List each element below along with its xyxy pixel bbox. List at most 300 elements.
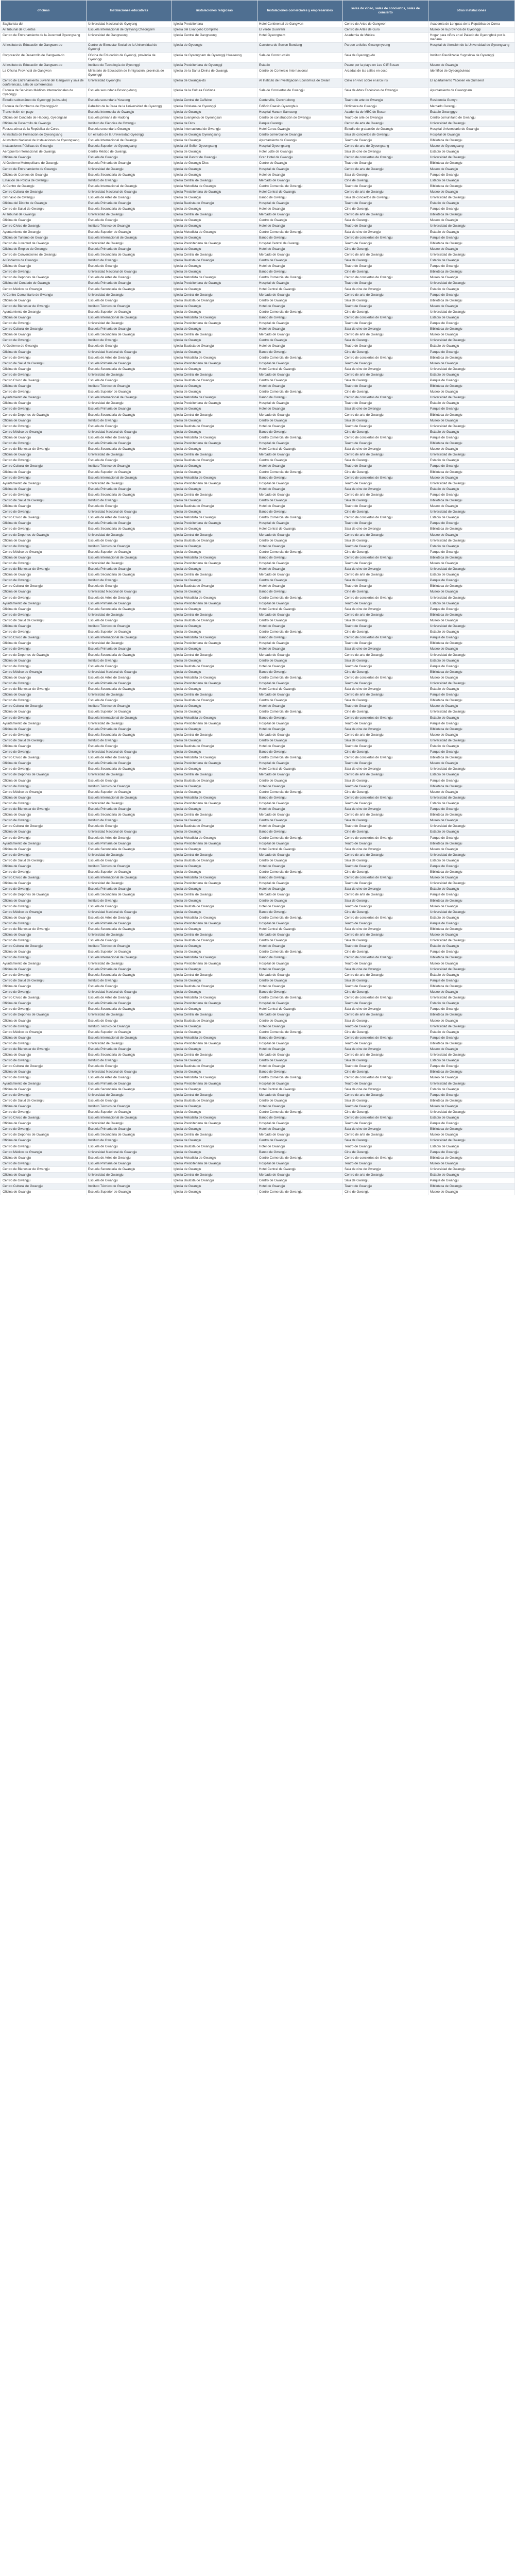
table-row <box>1 944 515 950</box>
offices-cell: Oficina de Gwangju <box>1 1018 87 1024</box>
commercial-cell: Hotel de Gwangju <box>258 246 343 252</box>
other-cell: Biblioteca de Gwangju <box>428 1155 515 1161</box>
venues-cell: Cine de Gwangju <box>343 510 428 515</box>
educational-cell: Escuela de Artes de Gwangju <box>87 835 172 841</box>
religious-cell: Iglesia de Gwangju <box>172 818 258 824</box>
educational-cell: Escuela de Gwangju <box>87 698 172 704</box>
educational-cell: Escuela de Gwangju <box>87 1098 172 1104</box>
other-cell: Parque de Gwangju <box>428 692 515 698</box>
offices-cell: Centro Cívico de Gwangju <box>1 1115 87 1121</box>
commercial-cell: Centro de Gwangju <box>258 1178 343 1184</box>
other-cell: Instituto Reutilizable Yugoslava de Gyeonggi <box>428 53 515 62</box>
religious-cell: Iglesia Presbiteriana de Gwangju <box>172 189 258 195</box>
religious-cell: Iglesia Metodista de Gwangju <box>172 915 258 921</box>
column-header-religious[interactable]: instalaciones religiosas <box>172 1 258 22</box>
commercial-cell: Hospital de Gwangju <box>258 401 343 406</box>
other-cell: Parque de Gwangju <box>428 406 515 412</box>
offices-cell: Centro de Gwangju <box>1 578 87 584</box>
table-row <box>1 567 515 572</box>
religious-cell: Iglesia Presbiteriana de Gwangju <box>172 601 258 606</box>
commercial-cell: Centro de Gwangju <box>258 698 343 704</box>
offices-cell: Aeropuerto Internacional de Gwangju <box>1 149 87 155</box>
other-cell: Parque de Gwangju <box>428 778 515 784</box>
educational-cell: Escuela Superior de Gwangju <box>87 389 172 395</box>
venues-cell: Teatro de Gwangju <box>343 303 428 309</box>
commercial-cell: Hotel Central de Gwangju <box>258 189 343 195</box>
table-row <box>1 892 515 898</box>
commercial-cell: Mercado de Gwangju <box>258 732 343 738</box>
venues-cell: Teatro de Gwangju <box>343 984 428 989</box>
educational-cell: Escuela de Gwangju <box>87 264 172 269</box>
venues-cell: Teatro de Gwangju <box>343 1041 428 1046</box>
offices-cell: Oficina de Gwangju <box>1 589 87 595</box>
commercial-cell: Banco de Gwangju <box>258 555 343 561</box>
other-cell: Biblioteca de Gwangju <box>428 138 515 144</box>
other-cell: Estadio de Gwangju <box>428 149 515 155</box>
table-row <box>1 1121 515 1127</box>
educational-cell: Escuela Primaria de Gwangju <box>87 521 172 527</box>
educational-cell: Escuela Secundaria de Gwangju <box>87 172 172 178</box>
religious-cell: Iglesia Central de Gwangju <box>172 652 258 658</box>
venues-cell: Cine de Gwangju <box>343 429 428 435</box>
other-cell: Museo de Gwangju <box>428 1046 515 1052</box>
educational-cell: Escuela Superior de Gwangju <box>87 1110 172 1115</box>
venues-cell: Sala de cine de Gwangju <box>343 567 428 572</box>
educational-cell: Escuela Primaria de Gwangju <box>87 841 172 846</box>
table-row <box>1 1087 515 1092</box>
educational-cell: Instituto Técnico de Gwangju <box>87 784 172 789</box>
table-row <box>1 955 515 961</box>
offices-cell: Centro de Bienestar de Gwangju <box>1 1046 87 1052</box>
column-header-other[interactable]: otras instalaciones <box>428 1 515 22</box>
table-row <box>1 584 515 589</box>
offices-cell: Oficina de Gwangju <box>1 555 87 561</box>
offices-cell: Centro Cívico de Gwangju <box>1 875 87 881</box>
religious-cell: Iglesia de Gwangju <box>172 658 258 664</box>
facilities-table-container <box>1 0 514 1195</box>
header-row <box>1 1 515 22</box>
venues-cell: Sala de cine de Gwangju <box>343 1166 428 1172</box>
venues-cell: Teatro de Gwangju <box>343 1144 428 1149</box>
religious-cell: Iglesia de Gwangju <box>172 967 258 972</box>
other-cell: Museo de la provincia de Gyeonggi <box>428 27 515 33</box>
column-header-venues[interactable]: salas de vídeo, salas de conciertos, salas de concierto <box>343 1 428 22</box>
venues-cell: Centro de conciertos de Gwangju <box>343 275 428 281</box>
offices-cell: Oficina de Gwangju <box>1 950 87 955</box>
table-row <box>1 807 515 812</box>
table-row <box>1 658 515 664</box>
offices-cell: Al Tribunal de Cuentas <box>1 27 87 33</box>
educational-cell: Escuela Primaria de Gwangju <box>87 361 172 366</box>
religious-cell: Iglesia Presbiteriana de Gwangju <box>172 1121 258 1127</box>
educational-cell: Instituto Técnico de Gwangju <box>87 384 172 389</box>
offices-cell: Centro de Gwangju <box>1 955 87 961</box>
educational-cell: Escuela Primaria de Gwangju <box>87 567 172 572</box>
commercial-cell: Hospital de Gwangju <box>258 1121 343 1127</box>
religious-cell: Iglesia de Gwangju <box>172 704 258 709</box>
table-row <box>1 664 515 669</box>
other-cell: Museo de Gwangju <box>428 961 515 967</box>
offices-cell: Centro de Gwangju <box>1 423 87 429</box>
religious-cell: Iglesia Central de Caffeine <box>172 98 258 104</box>
religious-cell: Iglesia de Gwangju <box>172 464 258 469</box>
other-cell: Parque de Gwangju <box>428 635 515 641</box>
offices-cell: Centro de Gwangju <box>1 1127 87 1132</box>
offices-cell: Centro de Gwangju <box>1 990 87 995</box>
educational-cell: Instituto de Tecnología de Gyeonggi <box>87 62 172 68</box>
religious-cell: Iglesia de Gwangju <box>172 784 258 789</box>
other-cell: Biblioteca de Gwangju <box>428 698 515 704</box>
religious-cell: Iglesia Bautista de Gwangju <box>172 1098 258 1104</box>
educational-cell: Escuela Secundaria de Gwangju <box>87 366 172 372</box>
commercial-cell: Hospital de Gwangju <box>258 801 343 806</box>
table-row <box>1 241 515 246</box>
religious-cell: Iglesia Central de Gwangju <box>172 812 258 818</box>
venues-cell: Academia de MBC de Busan <box>343 109 428 115</box>
commercial-cell: Hotel Central de Gwangju <box>258 687 343 692</box>
religious-cell: Iglesia Presbiteriana de Gwangju <box>172 481 258 486</box>
other-cell: Parque de Gwangju <box>428 172 515 178</box>
table-row <box>1 1155 515 1161</box>
commercial-cell: Hotel Central de Gwangju <box>258 447 343 452</box>
commercial-cell: Hotel de Gwangju <box>258 967 343 972</box>
other-cell: Biblioteca de Gwangju <box>428 1098 515 1104</box>
other-cell: Identificó de Gyeongbuknae <box>428 68 515 78</box>
offices-cell: Centro de Bienestar de Gwangju <box>1 687 87 692</box>
venues-cell: Sala de cine de Gwangju <box>343 606 428 612</box>
religious-cell: Iglesia de Gwangju <box>172 1138 258 1144</box>
commercial-cell: Hotel Central de Gwangju <box>258 1087 343 1092</box>
educational-cell: Escuela Superior de Gwangju <box>87 1190 172 1195</box>
commercial-cell: Banco de Gwangju <box>258 875 343 881</box>
venues-cell: Centro de arte de Gwangju <box>343 412 428 418</box>
educational-cell: Instituto de Gwangju <box>87 178 172 183</box>
venues-cell: Teatro de Gwangju <box>343 704 428 709</box>
commercial-cell: Centro Comercial de Gwangju <box>258 709 343 715</box>
table-row <box>1 1110 515 1115</box>
commercial-cell: Hotel de Gwangju <box>258 504 343 510</box>
religious-cell: Iglesia de Gwangju <box>172 846 258 852</box>
religious-cell: Iglesia de Gwangju <box>172 286 258 292</box>
offices-cell: Centro de Gwangju <box>1 904 87 909</box>
other-cell: Biblioteca de Gwangju <box>428 1127 515 1132</box>
offices-cell: Centro de Gwangju <box>1 852 87 858</box>
table-row <box>1 27 515 33</box>
religious-cell: Iglesia Central de Gwangju <box>172 252 258 258</box>
venues-cell: Sala de Gwangju <box>343 1098 428 1104</box>
educational-cell: Universidad de Gwangju <box>87 321 172 327</box>
offices-cell: Oficina de Gwangju <box>1 881 87 887</box>
commercial-cell: Banco de Gwangju <box>258 829 343 835</box>
offices-cell: Centro Cultural de Gwangju <box>1 189 87 195</box>
other-cell: Museo de Gwangju <box>428 303 515 309</box>
educational-cell: Escuela Superior de Gwangju <box>87 789 172 795</box>
table-row <box>1 704 515 709</box>
venues-cell: Teatro de Gwangju <box>343 921 428 926</box>
venues-cell: Cine de Gwangju <box>343 870 428 875</box>
educational-cell: Instituto de Ciencias de Gwangju <box>87 121 172 126</box>
offices-cell: Oficina de Gwangju <box>1 829 87 835</box>
table-row <box>1 601 515 606</box>
other-cell: Museo de Gwangju <box>428 166 515 172</box>
table-row <box>1 22 515 27</box>
offices-cell: Al Instituto Nacional de Instalaciones de Gyeongsang <box>1 138 87 144</box>
offices-cell: Centro de Salud de Gwangju <box>1 361 87 366</box>
offices-cell: Centro Cívico de Gwangju <box>1 378 87 384</box>
offices-cell: Centro Cultural de Gwangju <box>1 1064 87 1070</box>
offices-cell: Centro de Gwangju <box>1 492 87 498</box>
educational-cell: Escuela Primaria de Gwangju <box>87 1046 172 1052</box>
commercial-cell: Hospital de Gwangju <box>258 481 343 486</box>
educational-cell: Escuela Secundaria de Gwangju <box>87 927 172 933</box>
venues-cell: Centro de conciertos de Gwangju <box>343 835 428 841</box>
venues-cell: Cine de Gwangju <box>343 709 428 715</box>
venues-cell: Cine de Gwangju <box>343 246 428 252</box>
other-cell: Museo de Gwangju <box>428 1075 515 1081</box>
other-cell: Parque de Gwangju <box>428 1064 515 1070</box>
table-row <box>1 406 515 412</box>
other-cell: Universidad de Gwangju <box>428 738 515 743</box>
table-row <box>1 1018 515 1024</box>
other-cell: Centro comunitario de Gwangju <box>428 115 515 121</box>
offices-cell: Centro de Gwangju <box>1 1075 87 1081</box>
other-cell: Estadio de Gwangju <box>428 944 515 950</box>
other-cell: Parque de Gwangju <box>428 978 515 984</box>
table-row <box>1 589 515 595</box>
column-header-commercial[interactable]: Instalaciones comerciales y empresariales <box>258 1 343 22</box>
commercial-cell: Hospital de Gwangju <box>258 761 343 767</box>
column-header-educational[interactable]: Instalaciones educativas <box>87 1 172 22</box>
commercial-cell: Centro de Gwangju <box>258 161 343 166</box>
religious-cell: Iglesia Presbiteriana de Gwangju <box>172 241 258 246</box>
offices-cell: Centro de Gwangju <box>1 664 87 669</box>
table-row <box>1 132 515 138</box>
educational-cell: Universidad Nacional de Gwangju <box>87 750 172 755</box>
offices-cell: Centro de Gwangju <box>1 1110 87 1115</box>
venues-cell: Cine de Gwangju <box>343 909 428 915</box>
educational-cell: Instituto Técnico de Gwangju <box>87 303 172 309</box>
table-row <box>1 121 515 126</box>
venues-cell: Centro de arte de Gwangju <box>343 933 428 938</box>
table-row <box>1 681 515 686</box>
commercial-cell: Hospital de Gwangju <box>258 601 343 606</box>
religious-cell: Iglesia de Gwangju <box>172 1029 258 1035</box>
offices-cell: Centro Cívico de Gwangju <box>1 635 87 641</box>
educational-cell: Escuela Primaria de Gwangju <box>87 1001 172 1007</box>
commercial-cell: Hotel de Gwangju <box>258 544 343 549</box>
table-row <box>1 1115 515 1121</box>
venues-cell: Centro de Artes de Guro <box>343 27 428 33</box>
commercial-cell: Centro Comercial de Gwangju <box>258 275 343 281</box>
other-cell: Academia de Lenguas de la República de Corea <box>428 22 515 27</box>
commercial-cell: Hospital Central de Gwangju <box>258 241 343 246</box>
venues-cell: Centro de arte de Gwangju <box>343 612 428 618</box>
table-row <box>1 149 515 155</box>
offices-cell: Centro de Deportes de Gwangju <box>1 772 87 778</box>
religious-cell: Iglesia de Gwangju <box>172 726 258 732</box>
table-row <box>1 1178 515 1184</box>
educational-cell: Universidad Nacional de Gwangju <box>87 1070 172 1075</box>
religious-cell: Iglesia de Gwangju <box>172 709 258 715</box>
educational-cell: Un estudio de la Universidad Gyeonggi <box>87 132 172 138</box>
other-cell: Estadio de Gwangju <box>428 544 515 549</box>
religious-cell: Iglesia de Gwangju <box>172 544 258 549</box>
other-cell: Universidad de Gwangju <box>428 881 515 887</box>
venues-cell: Sala de Gwangju <box>343 418 428 423</box>
commercial-cell: Hospital de Gwangju <box>258 321 343 327</box>
table-row <box>1 875 515 881</box>
other-cell: Biblioteca de Gwangju <box>428 527 515 532</box>
religious-cell: Iglesia Metodista de Gwangju <box>172 395 258 401</box>
offices-cell: Al Gobierno Metropolitano de Gwangju <box>1 161 87 166</box>
educational-cell: Escuela de Gwangju <box>87 378 172 384</box>
offices-cell: Centro de Gwangju <box>1 732 87 738</box>
other-cell: Museo de Gwangju <box>428 618 515 623</box>
other-cell: Universidad de Gwangju <box>428 510 515 515</box>
offices-cell: Al Gobierno de Gwangju <box>1 344 87 349</box>
other-cell: Universidad de Gwangju <box>428 224 515 229</box>
venues-cell: Sala de cine de Gwangju <box>343 726 428 732</box>
table-row <box>1 183 515 189</box>
commercial-cell: Banco de Gwangju <box>258 510 343 515</box>
venues-cell: Sala de cine de Gwangju <box>343 527 428 532</box>
venues-cell: Centro de arte de Gwangju <box>343 572 428 578</box>
educational-cell: Escuela de Gwangju <box>87 218 172 224</box>
table-row <box>1 98 515 104</box>
table-row <box>1 78 515 88</box>
commercial-cell: Estadio <box>258 62 343 68</box>
other-cell: Estadio de Gwangju <box>428 1115 515 1121</box>
offices-cell: Centro de Bienestar de Gwangju <box>1 447 87 452</box>
educational-cell: Universidad Nacional de Gyeyang <box>87 22 172 27</box>
other-cell: Estadio Gwanggyo <box>428 109 515 115</box>
offices-cell: La Oficina Provincial de Gangwon <box>1 68 87 78</box>
offices-cell: Centro de Gwangju <box>1 372 87 378</box>
venues-cell: Teatro de Gwangju <box>343 744 428 750</box>
table-row <box>1 1001 515 1007</box>
table-row <box>1 349 515 355</box>
other-cell: Parque de Gwangju <box>428 549 515 555</box>
venues-cell: Cine de Gwangju <box>343 829 428 835</box>
educational-cell: Escuela Internacional de Gwangju <box>87 555 172 561</box>
offices-cell: Centro Médico de Gwangju <box>1 429 87 435</box>
educational-cell: Escuela de Gwangju <box>87 1178 172 1184</box>
table-row <box>1 1138 515 1144</box>
venues-cell: Teatro de Gwangju <box>343 863 428 869</box>
venues-cell: Teatro de Gwangju <box>343 1064 428 1070</box>
offices-cell: Oficina de Gwangju <box>1 1087 87 1092</box>
table-row <box>1 1029 515 1035</box>
venues-cell: Centro de arte de Gwangju <box>343 892 428 898</box>
religious-cell: Iglesia de Gwangju <box>172 669 258 675</box>
other-cell: Universidad de Gwangju <box>428 195 515 201</box>
religious-cell: Iglesia Metodista de Gwangju <box>172 995 258 1001</box>
offices-cell: Oficina de Gwangju <box>1 984 87 989</box>
commercial-cell: Hotel de Gwangju <box>258 1104 343 1109</box>
venues-cell: Sala de cine de Gwangju <box>343 486 428 492</box>
offices-cell: Centro de Gwangju <box>1 355 87 361</box>
commercial-cell: Hotel Central de Gwangju <box>258 846 343 852</box>
religious-cell: Iglesia Bautista de Gwangju <box>172 458 258 464</box>
other-cell: Parque de Gwangju <box>428 1121 515 1127</box>
venues-cell: Teatro de Gwangju <box>343 761 428 767</box>
religious-cell: Iglesia de Gwangju <box>172 510 258 515</box>
educational-cell: Escuela Primaria de Gwangju <box>87 406 172 412</box>
religious-cell: Iglesia Central de Gwangju <box>172 412 258 418</box>
table-row <box>1 109 515 115</box>
column-header-offices[interactable]: oficinas <box>1 1 87 22</box>
other-cell: Museo de Gwangju <box>428 504 515 510</box>
religious-cell: Iglesia de Gwangju <box>172 309 258 315</box>
commercial-cell: Hotel de Gwangju <box>258 887 343 892</box>
religious-cell: Iglesia de Gwangju Dios <box>172 161 258 166</box>
educational-cell: Escuela Internacional de Gwangju <box>87 1035 172 1041</box>
religious-cell: Iglesia Presbiteriana de Gwangju <box>172 801 258 806</box>
table-row <box>1 315 515 320</box>
offices-cell: Oficina de Gwangju <box>1 1155 87 1161</box>
other-cell: Museo de Gwangju <box>428 332 515 338</box>
other-cell: Museo de Gwangju <box>428 818 515 824</box>
venues-cell: Centro de arte de Gwangju <box>343 372 428 378</box>
educational-cell: Instituto Técnico de Gwangju <box>87 1184 172 1190</box>
educational-cell: Escuela Primaria de Gwangju <box>87 327 172 332</box>
venues-cell: Cine de Gwangju <box>343 630 428 635</box>
religious-cell: Iglesia del Señor Gyeongsang <box>172 144 258 149</box>
commercial-cell: Mercado de Gwangju <box>258 692 343 698</box>
other-cell: Parque de Gwangju <box>428 892 515 898</box>
table-row <box>1 161 515 166</box>
table-row <box>1 384 515 389</box>
venues-cell: Cine de Gwangju <box>343 1070 428 1075</box>
religious-cell: Iglesia de Gwangju <box>172 172 258 178</box>
table-row <box>1 606 515 612</box>
commercial-cell: Mercado de Gwangju <box>258 612 343 618</box>
table-row <box>1 824 515 829</box>
venues-cell: Teatro de Gwangju <box>343 201 428 207</box>
offices-cell: Oficina de Gwangju <box>1 1138 87 1144</box>
venues-cell: Cine de Gwangju <box>343 349 428 355</box>
commercial-cell: Hotel de Gwangju <box>258 863 343 869</box>
religious-cell: Iglesia Central de Gwangju <box>172 1012 258 1018</box>
religious-cell: Iglesia de Gwangju <box>172 978 258 984</box>
commercial-cell: Centro Comercial de Gwangju <box>258 675 343 681</box>
educational-cell: Universidad Nacional de Gwangju <box>87 829 172 835</box>
venues-cell: Pasee por la playa en Lee Cliff Busan <box>343 62 428 68</box>
offices-cell: Centro de Gwangju <box>1 870 87 875</box>
educational-cell: Universidad de Gwangju <box>87 692 172 698</box>
religious-cell: Iglesia de Gwangju <box>172 486 258 492</box>
educational-cell: Universidad de Gwangju <box>87 372 172 378</box>
educational-cell: Escuela de Artes de Gwangju <box>87 755 172 761</box>
religious-cell: Iglesia Internacional de Gwangju <box>172 126 258 132</box>
religious-cell: Iglesia Bautista de Gwangju <box>172 858 258 863</box>
other-cell: Estadio de Gwangju <box>428 887 515 892</box>
offices-cell: Centro de Gwangju <box>1 630 87 635</box>
other-cell: Ayuntamiento de Gwangnam <box>428 88 515 98</box>
table-row <box>1 412 515 418</box>
offices-cell: Oficina de Gwangju <box>1 572 87 578</box>
educational-cell: Escuela secundaria Yuseong <box>87 98 172 104</box>
venues-cell: Teatro de Gwangju <box>343 1184 428 1190</box>
religious-cell: Iglesia Central de Gwangju <box>172 933 258 938</box>
facilities-table <box>1 0 515 1195</box>
venues-cell: Teatro de Gwangju <box>343 1001 428 1007</box>
offices-cell: Centro de Gwangju <box>1 835 87 841</box>
table-row <box>1 527 515 532</box>
commercial-cell: Hospital de Gwangju <box>258 281 343 286</box>
venues-cell: Teatro de Gwangju <box>343 384 428 389</box>
religious-cell: Iglesia Bautista de Gwangju <box>172 664 258 669</box>
